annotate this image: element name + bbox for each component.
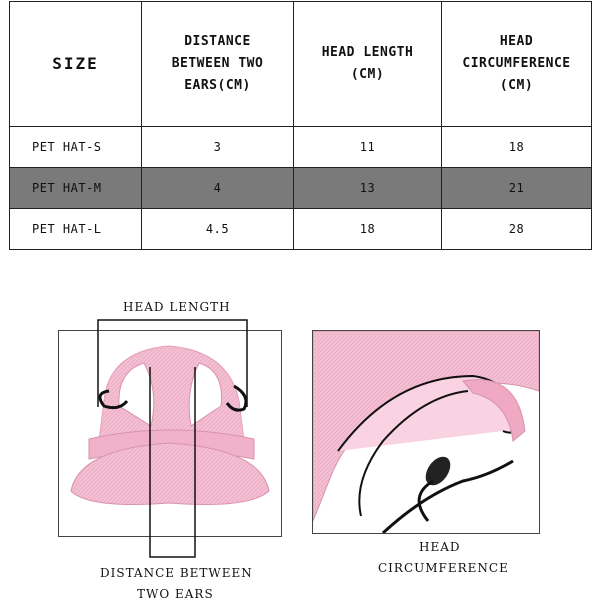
cell-length: 11 <box>294 126 442 167</box>
header-distance-between-ears: DISTANCE BETWEEN TWO EARS(CM) <box>142 2 294 127</box>
ear-distance-label-line1: DISTANCE BETWEEN <box>100 566 253 580</box>
size-chart-table <box>9 1 592 250</box>
table-header-row <box>10 2 592 127</box>
cell-length: 18 <box>294 208 442 249</box>
cell-circumference: 21 <box>442 167 592 208</box>
cell-size: PET HAT-L <box>10 208 142 249</box>
hat-side-photo <box>312 330 540 534</box>
ear-distance-label-line2: TWO EARS <box>137 587 214 601</box>
circumference-label-line1: HEAD <box>419 540 461 554</box>
hat-side-illustration <box>313 331 539 533</box>
header-size: SIZE <box>10 2 142 127</box>
head-length-label: HEAD LENGTH <box>123 300 231 314</box>
table-row-highlighted <box>10 167 592 208</box>
cell-circumference: 18 <box>442 126 592 167</box>
measurement-diagram <box>0 290 600 600</box>
cell-length: 13 <box>294 167 442 208</box>
header-head-circumference: HEAD CIRCUMFERENCE (CM) <box>442 2 592 127</box>
cell-size: PET HAT-M <box>10 167 142 208</box>
cell-circumference: 28 <box>442 208 592 249</box>
ear-distance-bracket <box>140 365 205 565</box>
cell-ears: 4.5 <box>142 208 294 249</box>
cell-size: PET HAT-S <box>10 126 142 167</box>
cell-ears: 4 <box>142 167 294 208</box>
header-head-length: HEAD LENGTH (CM) <box>294 2 442 127</box>
cell-ears: 3 <box>142 126 294 167</box>
circumference-label-line2: CIRCUMFERENCE <box>378 561 509 575</box>
table-row <box>10 126 592 167</box>
table-row <box>10 208 592 249</box>
